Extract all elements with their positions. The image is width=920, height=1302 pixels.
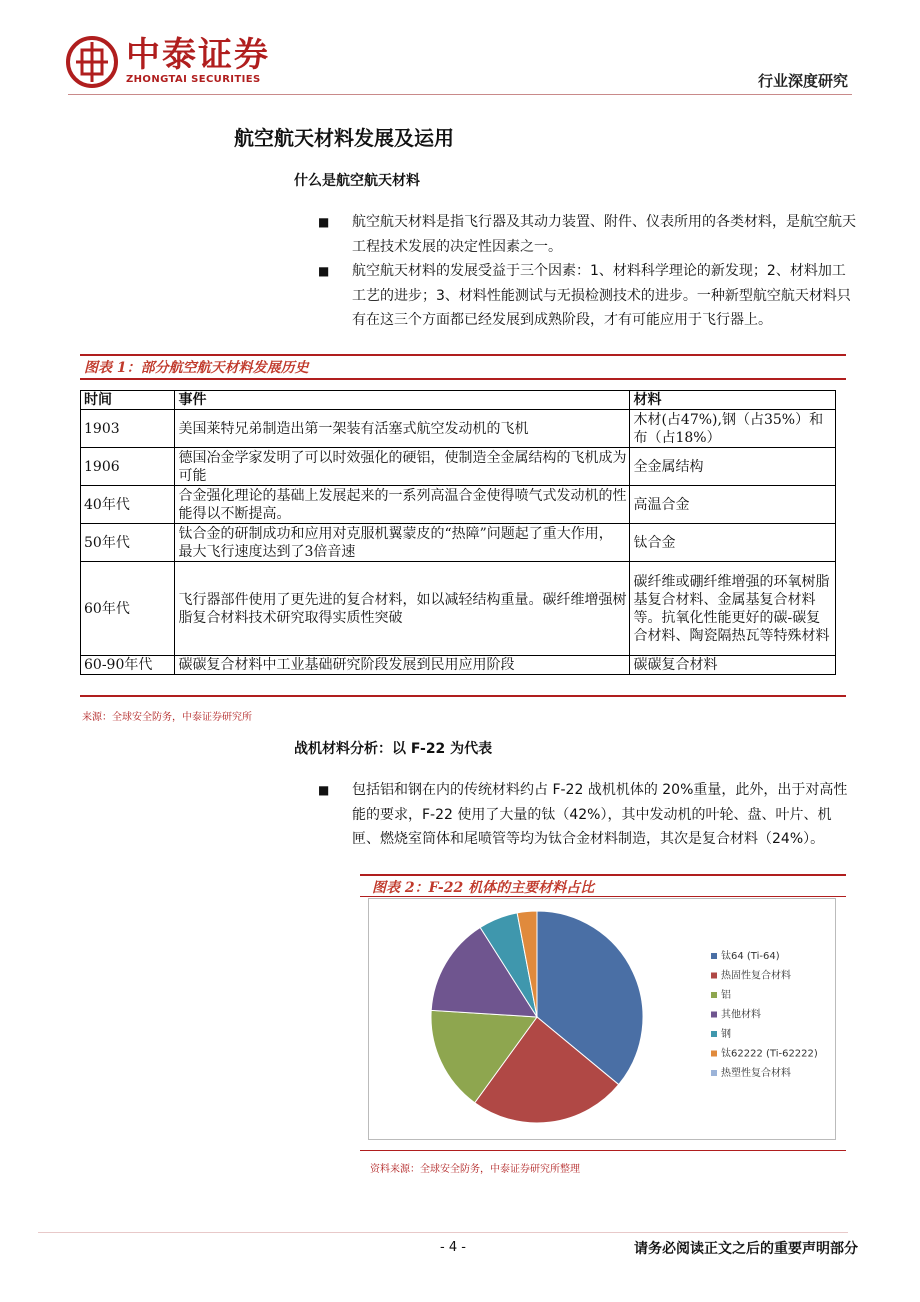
cell-material: 全金属结构 (630, 448, 836, 486)
cell-event: 美国莱特兄弟制造出第一架装有活塞式航空发动机的飞机 (175, 410, 630, 448)
history-table (80, 390, 836, 675)
company-logo-icon (66, 36, 118, 88)
legend-label: 铝 (721, 990, 731, 1001)
table-row (81, 448, 836, 486)
figure-bottom-rule (80, 695, 846, 697)
section-title: 航空航天材料发展及运用 (234, 126, 454, 150)
pie-chart (369, 899, 835, 1139)
table-row (81, 562, 836, 656)
figure-title-rule (80, 378, 846, 380)
figure-2-source: 资料来源：全球安全防务，中泰证券研究所整理 (370, 1164, 580, 1175)
header-event: 事件 (175, 391, 630, 410)
legend-label: 钛64 (Ti-64) (721, 951, 780, 962)
header-material: 材料 (630, 391, 836, 410)
table-row (81, 486, 836, 524)
figure-1-source: 来源：全球安全防务，中泰证券研究所 (82, 712, 252, 723)
table-row (81, 410, 836, 448)
legend-swatch (711, 1012, 717, 1018)
bullet-paragraph: ■ 包括铝和钢在内的传统材料约占 F-22 战机机体的 20%重量，此外，出于对高性能的要求，F-22 使用了大量的钛（42%），其中发动机的叶轮、盘、叶片、机匣、燃烧室筒体和尾喷管等均为钛合金材料制造，其次是复合材料（24%）。 (318, 778, 858, 852)
cell-material: 木材(占47%),钢（占35%）和布（占18%） (630, 410, 836, 448)
legend-label: 钢 (721, 1029, 731, 1040)
cell-event: 碳碳复合材料中工业基础研究阶段发展到民用应用阶段 (175, 656, 630, 675)
cell-event: 德国冶金学家发明了可以时效强化的硬铝，使制造全金属结构的飞机成为可能 (175, 448, 630, 486)
legend-swatch (711, 1031, 717, 1037)
legend-swatch (711, 992, 717, 998)
figure-2-title-rule (360, 896, 846, 897)
legend-label: 钛62222 (Ti-62222) (721, 1048, 818, 1060)
legend-swatch (711, 973, 717, 979)
figure-top-rule (80, 354, 846, 356)
legend-swatch (711, 953, 717, 959)
header-time: 时间 (81, 391, 175, 410)
cell-material: 钛合金 (630, 524, 836, 562)
cell-material: 碳碳复合材料 (630, 656, 836, 675)
legend-swatch (711, 1070, 717, 1076)
bullet-paragraph: ■ 航空航天材料是指飞行器及其动力装置、附件、仪表所用的各类材料，是航空航天工程技术发展的决定性因素之一。 (318, 210, 858, 259)
cell-material: 碳纤维或硼纤维增强的环氧树脂基复合材料、金属基复合材料等。抗氧化性能更好的碳-碳复合材料、陶瓷隔热瓦等特殊材料 (630, 562, 836, 656)
header-divider (68, 94, 852, 95)
legend-label: 热固性复合材料 (721, 970, 791, 982)
footer-divider (38, 1232, 848, 1233)
cell-time: 60年代 (81, 562, 175, 656)
subsection-title-1: 什么是航空航天材料 (294, 173, 420, 189)
disclaimer-text: 请务必阅读正文之后的重要声明部分 (634, 1241, 858, 1257)
legend-label: 其他材料 (721, 1009, 761, 1021)
table-row (81, 524, 836, 562)
bullet-square-icon: ■ (318, 264, 330, 278)
cell-material: 高温合金 (630, 486, 836, 524)
subsection-title-2: 战机材料分析：以 F-22 为代表 (294, 741, 493, 757)
cell-time: 1903 (81, 410, 175, 448)
bullet-square-icon: ■ (318, 215, 330, 229)
cell-time: 50年代 (81, 524, 175, 562)
brand-name-en: ZHONGTAI SECURITIES (126, 74, 261, 85)
cell-time: 40年代 (81, 486, 175, 524)
legend-swatch (711, 1051, 717, 1057)
legend-label: 热塑性复合材料 (721, 1068, 791, 1079)
cell-event: 合金强化理论的基础上发展起来的一系列高温合金使得喷气式发动机的性能得以不断提高。 (175, 486, 630, 524)
cell-event: 飞行器部件使用了更先进的复合材料，如以减轻结构重量。碳纤维增强树脂复合材料技术研究取得实质性突破 (175, 562, 630, 656)
figure-2-title: 图表 2：F-22 机体的主要材料占比 (372, 880, 595, 896)
bullet-square-icon: ■ (318, 783, 330, 797)
cell-time: 1906 (81, 448, 175, 486)
figure-2-top-rule (360, 874, 846, 876)
cell-time: 60-90年代 (81, 656, 175, 675)
bullet-paragraph: ■ 航空航天材料的发展受益于三个因素：1、材料科学理论的新发现；2、材料加工工艺的进步；3、材料性能测试与无损检测技术的进步。一种新型航空航天材料只有在这三个方面都已经发展到成熟阶段，才有可能应用于飞行器上。 (318, 259, 858, 333)
figure-1-title: 图表 1：部分航空航天材料发展历史 (84, 360, 309, 376)
pie-chart-frame (368, 898, 836, 1140)
table-header-row (81, 391, 836, 410)
table-row (81, 656, 836, 675)
figure-2-bottom-rule (360, 1150, 846, 1151)
page-number: - 4 - (440, 1240, 466, 1255)
report-type-label: 行业深度研究 (757, 72, 848, 90)
brand-name-cn: 中泰证券 (126, 35, 270, 75)
cell-event: 钛合金的研制成功和应用对克服机翼蒙皮的“热障”问题起了重大作用，最大飞行速度达到了3倍音速 (175, 524, 630, 562)
